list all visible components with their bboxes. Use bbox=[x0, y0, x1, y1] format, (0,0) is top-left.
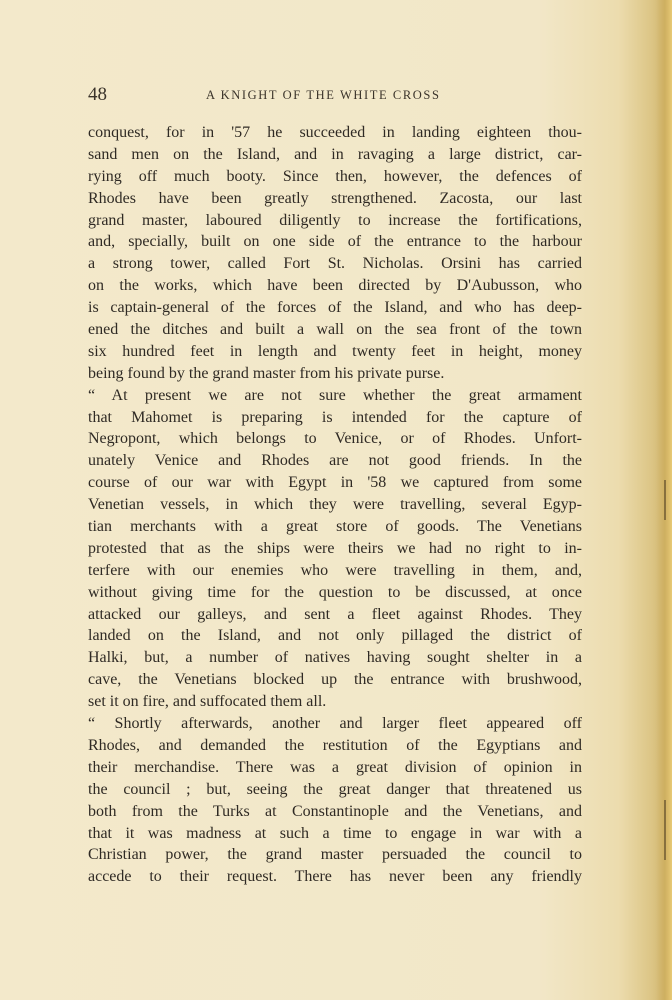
text-line: course of our war with Egypt in '58 we captured from some bbox=[88, 474, 582, 492]
text-line: landed on the Island, and not only pillaged the district of bbox=[88, 627, 582, 645]
text-line: and, specially, built on one side of the entrance to the harbour bbox=[88, 233, 582, 251]
text-line: being found by the grand master from his private purse. bbox=[88, 364, 445, 382]
text-line: is captain-general of the forces of the Island, and who has deep- bbox=[88, 299, 582, 317]
text-line: ened the ditches and built a wall on the sea front of the town bbox=[88, 321, 582, 339]
text-line: accede to their request. There has never been any friendly bbox=[88, 868, 582, 886]
page-header bbox=[88, 84, 578, 108]
text-line: set it on fire, and suffocated them all. bbox=[88, 693, 327, 711]
text-line: terfere with our enemies who were travelling in them, and, bbox=[88, 561, 582, 579]
running-title: A KNIGHT OF THE WHITE CROSS bbox=[206, 88, 441, 102]
text-line: without giving time for the question to be discussed, at once bbox=[88, 583, 582, 601]
text-line: conquest, for in '57 he succeeded in landing eighteen thou- bbox=[88, 124, 582, 141]
text-line: a strong tower, called Fort St. Nicholas. Orsini has carried bbox=[88, 255, 582, 273]
text-line: rying off much booty. Since then, however, the defences of bbox=[88, 167, 582, 185]
text-line: protested that as the ships were theirs we had no right to in- bbox=[88, 539, 582, 557]
text-line: on the works, which have been directed by D'Aubusson, who bbox=[88, 277, 582, 295]
page-number: 48 bbox=[88, 84, 107, 105]
text-line: sand men on the Island, and in ravaging a large district, car- bbox=[88, 145, 582, 163]
text-line: Venetian vessels, in which they were travelling, several Egyp- bbox=[88, 496, 582, 514]
text-line: Halki, but, a number of natives having sought shelter in a bbox=[88, 649, 582, 667]
text-line: Rhodes have been greatly strengthened. Zacosta, our last bbox=[88, 189, 582, 207]
text-line: Christian power, the grand master persuaded the council to bbox=[88, 846, 582, 864]
text-line: that it was madness at such a time to engage in war with a bbox=[88, 824, 582, 842]
text-line: grand master, laboured diligently to increase the fortifications, bbox=[88, 211, 582, 229]
text-line: cave, the Venetians blocked up the entrance with brushwood, bbox=[88, 671, 582, 689]
text-line: “ Shortly afterwards, another and larger fleet appeared off bbox=[88, 715, 582, 733]
text-line: that Mahomet is preparing is intended for the capture of bbox=[88, 408, 582, 426]
text-line: attacked our galleys, and sent a fleet against Rhodes. They bbox=[88, 605, 582, 623]
text-line: Negropont, which belongs to Venice, or of Rhodes. Unfort- bbox=[88, 430, 582, 448]
text-line: Rhodes, and demanded the restitution of the Egyptians and bbox=[88, 736, 582, 754]
text-line: “ At present we are not sure whether the great armament bbox=[88, 386, 582, 404]
page-edge-mark bbox=[664, 480, 666, 520]
text-line: their merchandise. There was a great division of opinion in bbox=[88, 758, 582, 776]
body-text bbox=[88, 122, 582, 888]
text-line: six hundred feet in length and twenty feet in height, money bbox=[88, 342, 582, 360]
text-line: the council ; but, seeing the great danger that threatened us bbox=[88, 780, 582, 798]
text-line: both from the Turks at Constantinople and the Venetians, and bbox=[88, 802, 582, 820]
page-edge-mark bbox=[664, 800, 666, 860]
text-line: unately Venice and Rhodes are not good friends. In the bbox=[88, 452, 582, 470]
text-line: tian merchants with a great store of goods. The Venetians bbox=[88, 518, 582, 536]
